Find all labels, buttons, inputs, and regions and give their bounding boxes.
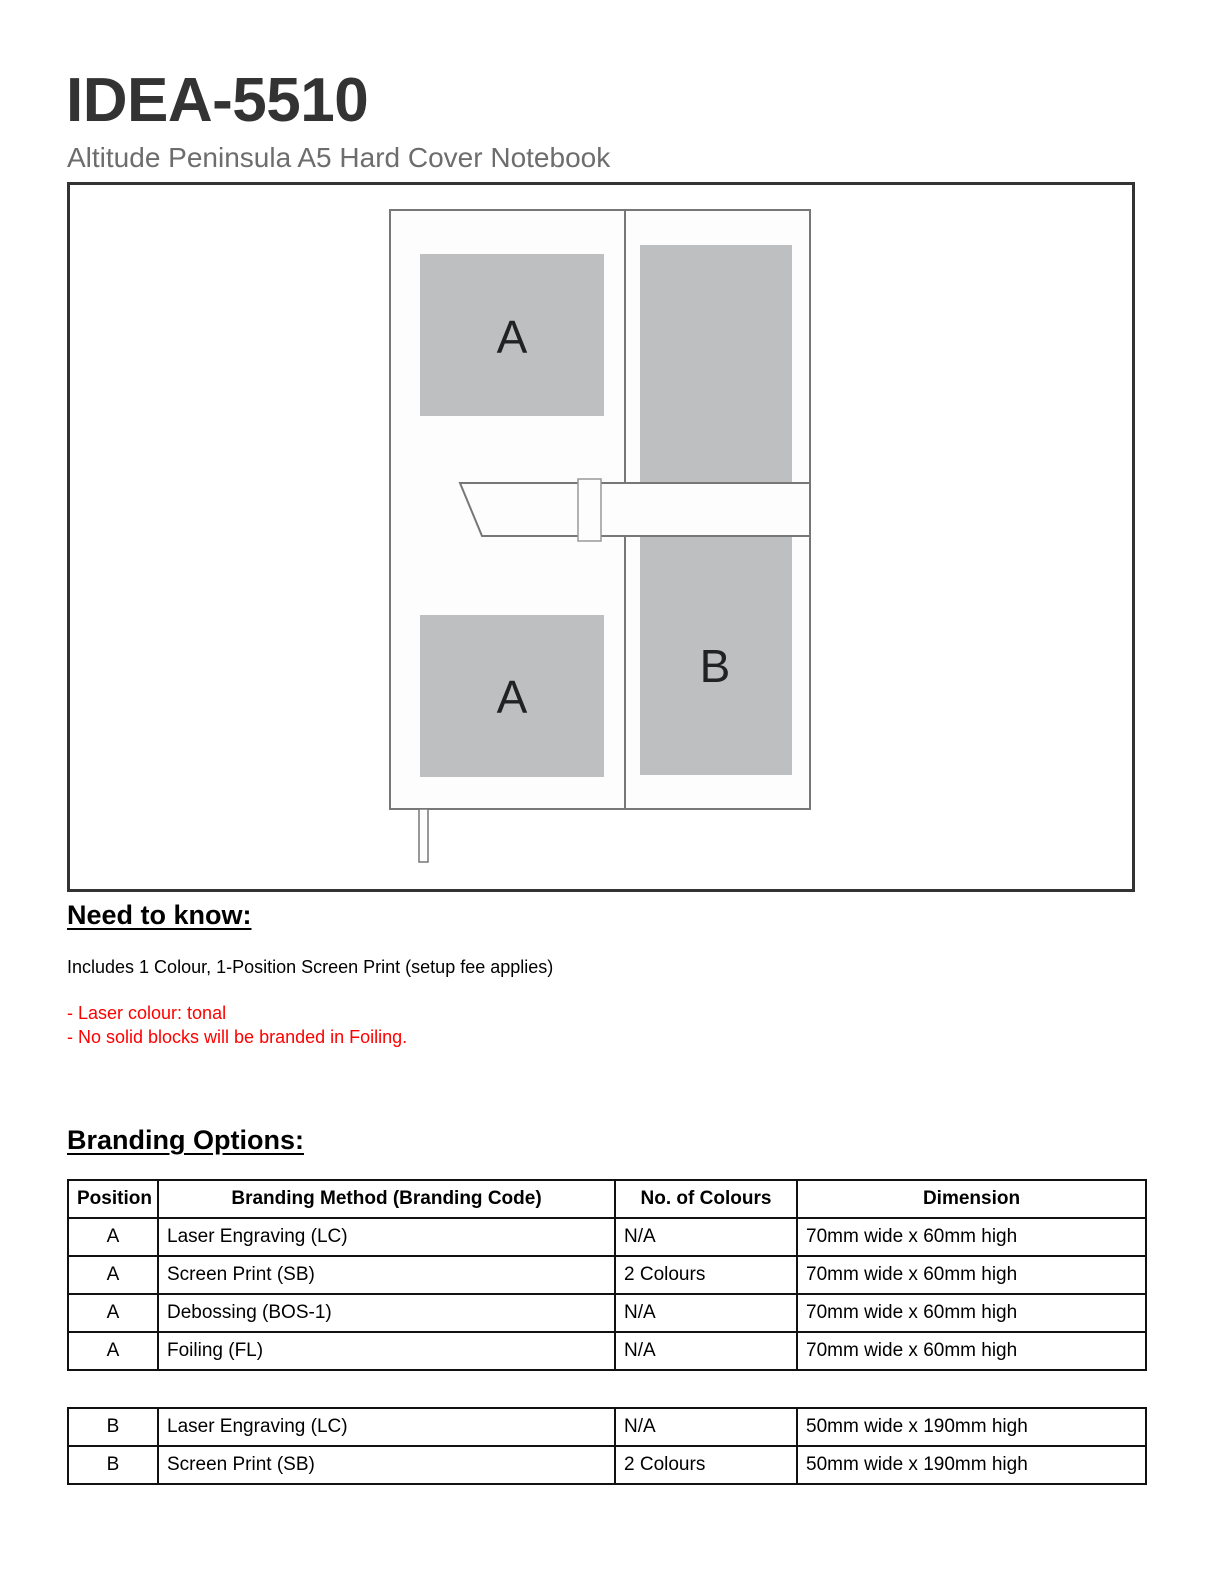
cell-dimension: 70mm wide x 60mm high [797, 1256, 1146, 1294]
label-a-bottom: A [496, 671, 528, 723]
table-header-row [68, 1180, 1146, 1218]
cell-dimension: 50mm wide x 190mm high [797, 1408, 1146, 1446]
label-a-top: A [496, 311, 528, 363]
note-foiling: - No solid blocks will be branded in Foiling. [67, 1027, 408, 1047]
closure-strap [460, 483, 810, 536]
cell-colours: N/A [615, 1294, 797, 1332]
cell-method: Screen Print (SB) [158, 1446, 615, 1484]
product-diagram-frame [67, 182, 1135, 892]
header-position: Position [68, 1180, 158, 1218]
header-dimension: Dimension [797, 1180, 1146, 1218]
cell-position: A [68, 1256, 158, 1294]
product-name: Altitude Peninsula A5 Hard Cover Notebook [67, 142, 611, 173]
cell-colours: N/A [615, 1332, 797, 1370]
cell-colours: N/A [615, 1218, 797, 1256]
strap-loop [578, 479, 601, 541]
cell-position: A [68, 1218, 158, 1256]
label-b: B [699, 640, 731, 692]
includes-text: Includes 1 Colour, 1-Position Screen Print (setup fee applies) [67, 957, 554, 977]
table-row [68, 1408, 1146, 1446]
branding-table-a [67, 1179, 1147, 1371]
cell-dimension: 70mm wide x 60mm high [797, 1218, 1146, 1256]
product-code: IDEA-5510 [66, 66, 369, 135]
cell-method: Laser Engraving (LC) [158, 1218, 615, 1256]
cell-method: Screen Print (SB) [158, 1256, 615, 1294]
need-to-know-heading: Need to know: [67, 900, 252, 930]
note-laser-colour: - Laser colour: tonal [67, 1003, 227, 1023]
table-row [68, 1332, 1146, 1370]
cell-method: Laser Engraving (LC) [158, 1408, 615, 1446]
cell-method: Debossing (BOS-1) [158, 1294, 615, 1332]
cell-method: Foiling (FL) [158, 1332, 615, 1370]
table-row [68, 1294, 1146, 1332]
cell-dimension: 50mm wide x 190mm high [797, 1446, 1146, 1484]
table-row [68, 1446, 1146, 1484]
cell-colours: 2 Colours [615, 1256, 797, 1294]
branding-table-b [67, 1407, 1147, 1485]
cell-dimension: 70mm wide x 60mm high [797, 1332, 1146, 1370]
ribbon-bookmark [419, 809, 428, 862]
cell-position: A [68, 1332, 158, 1370]
cell-position: B [68, 1446, 158, 1484]
cell-colours: N/A [615, 1408, 797, 1446]
notebook-diagram [70, 185, 1132, 889]
cell-colours: 2 Colours [615, 1446, 797, 1484]
header-method: Branding Method (Branding Code) [158, 1180, 615, 1218]
table-row [68, 1256, 1146, 1294]
branding-options-heading: Branding Options: [67, 1125, 304, 1155]
cell-position: A [68, 1294, 158, 1332]
cell-position: B [68, 1408, 158, 1446]
cell-dimension: 70mm wide x 60mm high [797, 1294, 1146, 1332]
header-colours: No. of Colours [615, 1180, 797, 1218]
table-row [68, 1218, 1146, 1256]
